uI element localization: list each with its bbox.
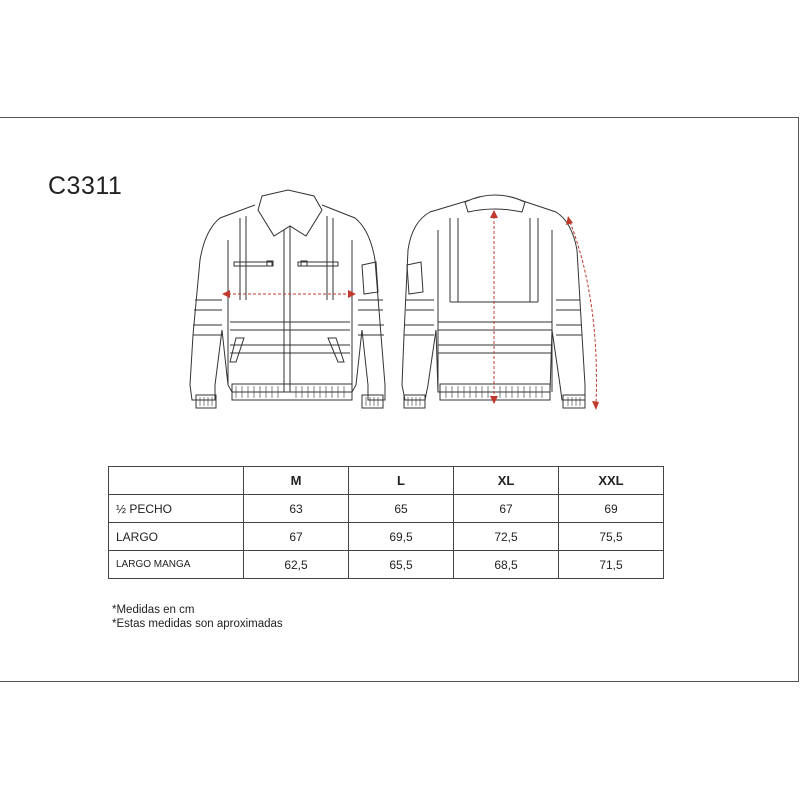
note-approximate: *Estas medidas son aproximadas [112, 618, 283, 630]
table-cell: 72,5 [454, 523, 559, 551]
column-header-m: M [244, 467, 349, 495]
table-cell: 65 [349, 495, 454, 523]
table-cell: 62,5 [244, 551, 349, 579]
size-chart-table [108, 466, 664, 579]
table-row [109, 551, 664, 579]
table-header-empty [109, 467, 244, 495]
table-cell: 75,5 [559, 523, 664, 551]
row-label-sleeve-length: LARGO MANGA [109, 551, 244, 579]
table-cell: 63 [244, 495, 349, 523]
table-cell: 69,5 [349, 523, 454, 551]
measurement-notes [112, 603, 283, 631]
table-row [109, 495, 664, 523]
table-row [109, 523, 664, 551]
column-header-l: L [349, 467, 454, 495]
row-label-length: LARGO [109, 523, 244, 551]
column-header-xl: XL [454, 467, 559, 495]
table-header-row [109, 467, 664, 495]
jacket-front-view [190, 190, 385, 408]
sleeve-length-arrow [570, 222, 596, 404]
table-cell: 68,5 [454, 551, 559, 579]
table-cell: 67 [454, 495, 559, 523]
table-cell: 71,5 [559, 551, 664, 579]
table-cell: 65,5 [349, 551, 454, 579]
note-units: *Medidas en cm [112, 604, 195, 616]
product-code: C3311 [48, 172, 123, 200]
row-label-half-chest: ½ PECHO [109, 495, 244, 523]
table-cell: 69 [559, 495, 664, 523]
table-cell: 67 [244, 523, 349, 551]
column-header-xxl: XXL [559, 467, 664, 495]
